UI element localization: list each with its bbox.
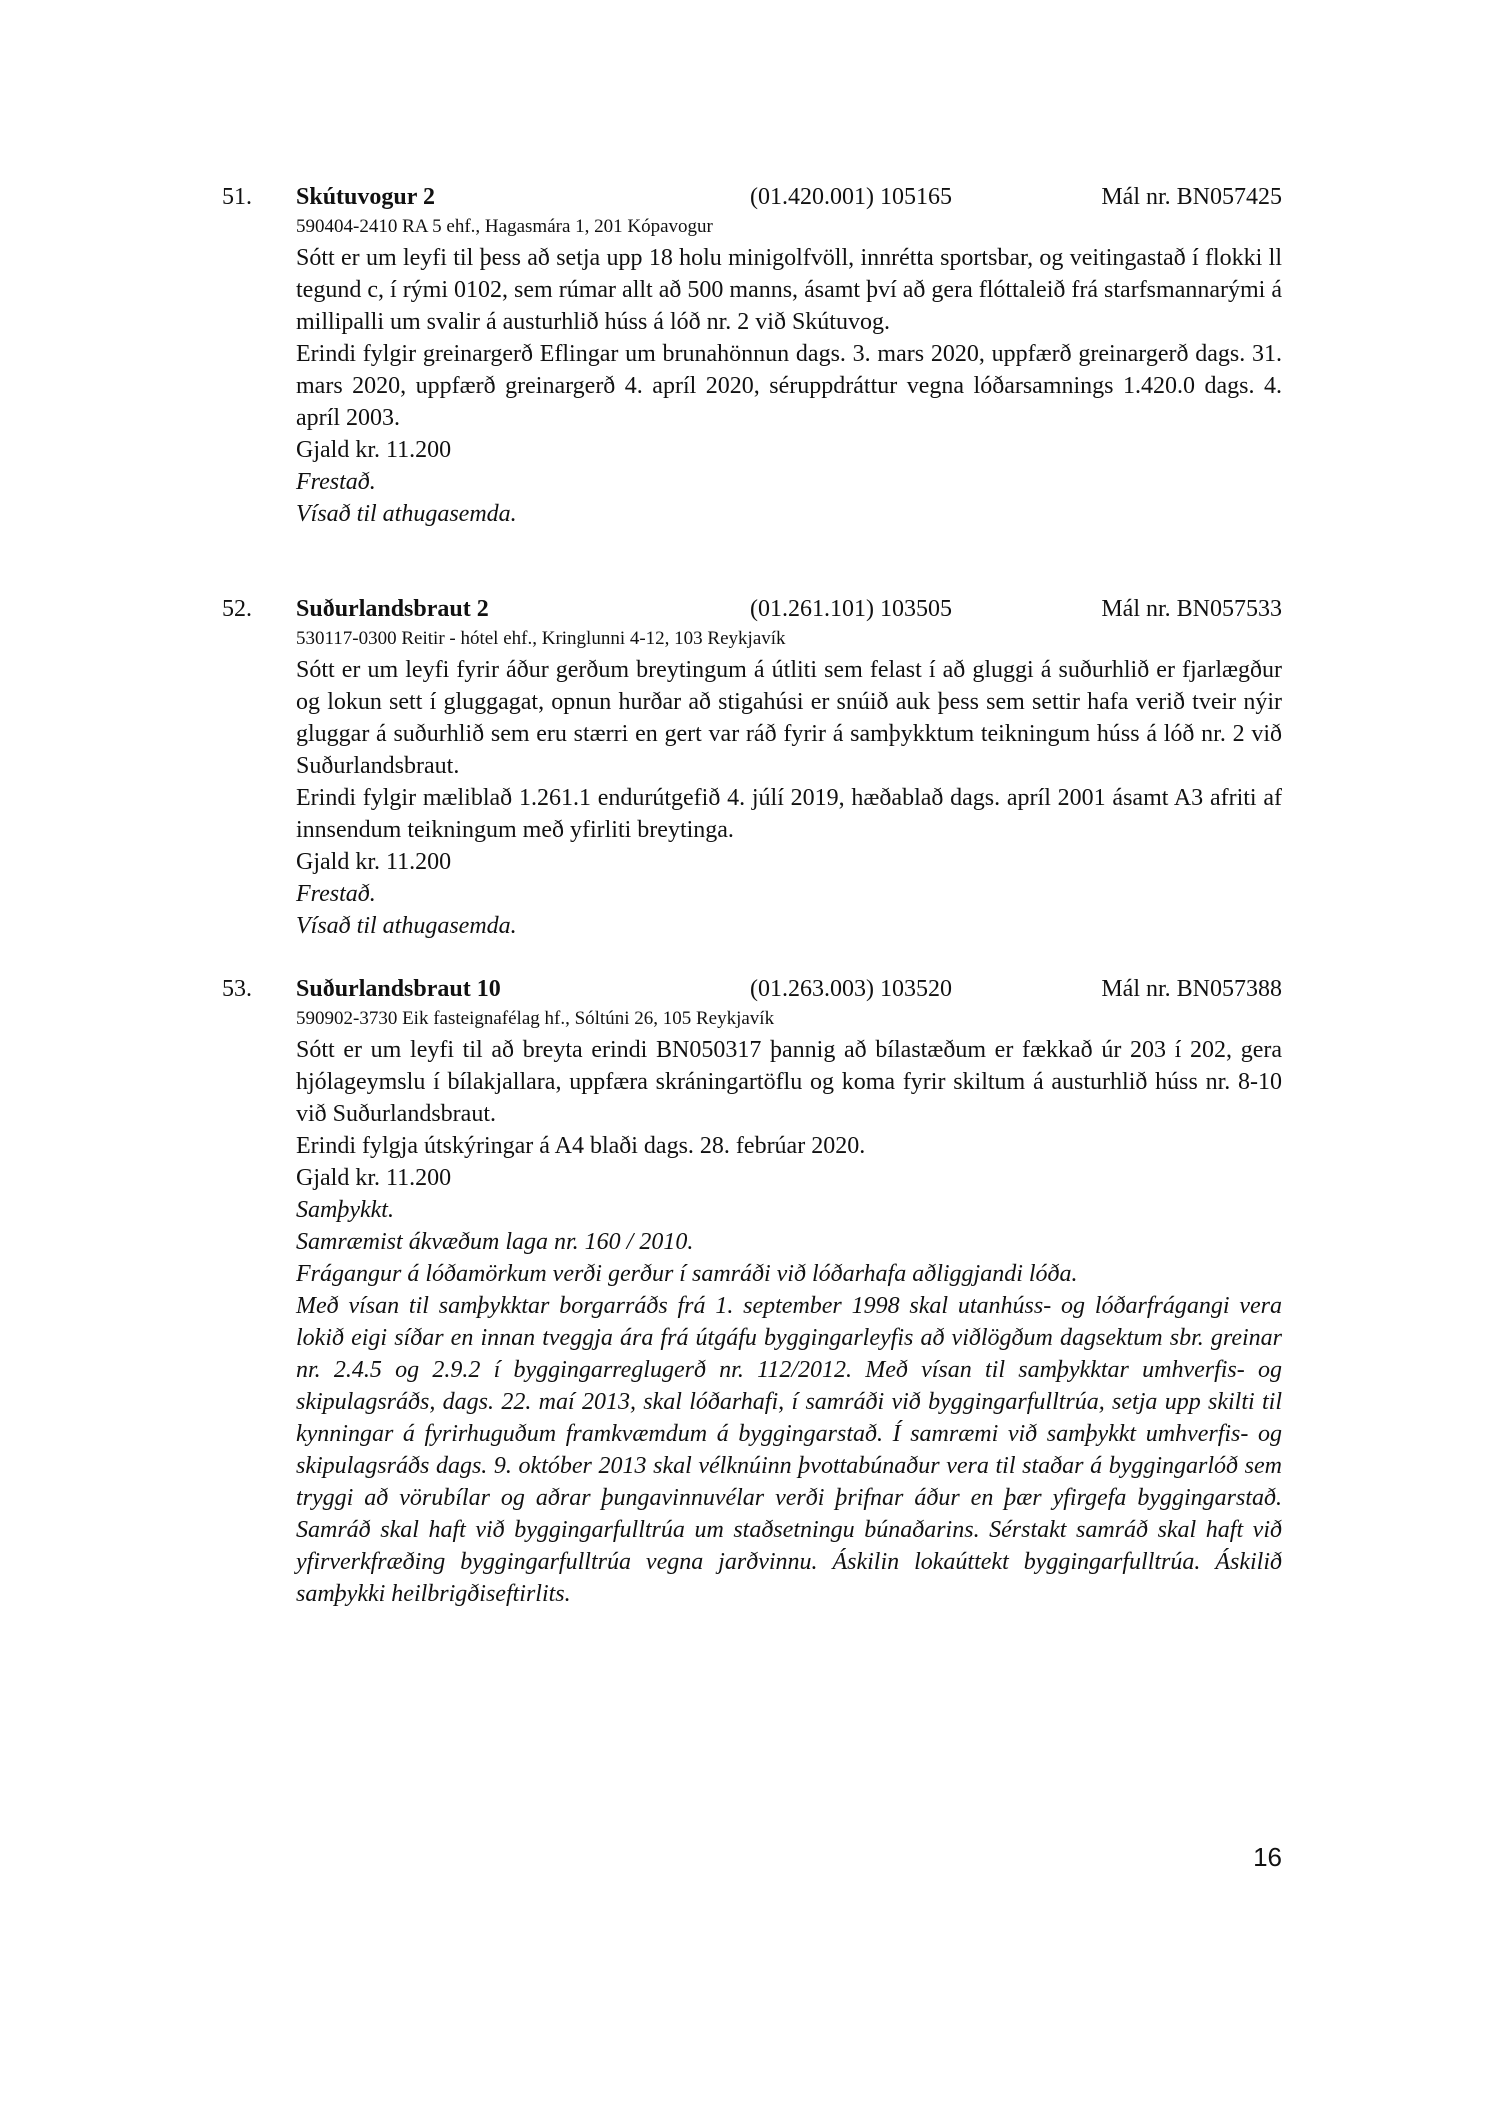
item-reference: (01.420.001) 105165: [750, 184, 952, 210]
item-header: [222, 180, 1282, 214]
item-body: [296, 214, 1282, 530]
item-paragraph: Sótt er um leyfi til þess að setja upp 18 holu minigolfvöll, innrétta sportsbar, og veitingastað í flokki ll tegund c, í rými 0102, sem rúmar allt að 500 manns, ásamt því að gera flóttaleið frá starfsmannarými á millipalli um svalir á austurhlið húss á lóð nr. 2 við Skútuvog.: [296, 245, 1282, 335]
item-paragraph: Erindi fylgir greinargerð Eflingar um brunahönnun dags. 3. mars 2020, uppfærð greinargerð dags. 31. mars 2020, uppfærð greinargerð 4. apríl 2020, séruppdráttur vegna lóðarsamnings 1.420.0 dags. 4. apríl 2003.: [296, 341, 1282, 431]
item-number: 53.: [222, 976, 252, 1002]
item-decision: Frestað.: [296, 881, 376, 907]
item-reference: (01.263.003) 103520: [750, 976, 952, 1002]
item-applicant: 590404-2410 RA 5 ehf., Hagasmára 1, 201 Kópavogur: [296, 216, 713, 237]
item-condition: Samræmist ákvæðum laga nr. 160 / 2010.: [296, 1229, 694, 1255]
item-note: Vísað til athugasemda.: [296, 501, 517, 527]
item-paragraph: Erindi fylgja útskýringar á A4 blaði dags. 28. febrúar 2020.: [296, 1133, 866, 1159]
item-case-number: Mál nr. BN057425: [1101, 184, 1282, 210]
item-title: Suðurlandsbraut 10: [296, 976, 501, 1002]
item-decision: Samþykkt.: [296, 1197, 394, 1223]
agenda-item-52: [222, 592, 1282, 942]
item-fee: Gjald kr. 11.200: [296, 437, 452, 463]
item-applicant: 530117-0300 Reitir - hótel ehf., Kringlunni 4-12, 103 Reykjavík: [296, 628, 786, 649]
item-header: [222, 592, 1282, 626]
item-body: [296, 626, 1282, 942]
item-body: [296, 1006, 1282, 1610]
item-title: Skútuvogur 2: [296, 184, 435, 210]
item-condition: Frágangur á lóðamörkum verði gerður í samráði við lóðarhafa aðliggjandi lóða.: [296, 1261, 1078, 1287]
agenda-item-53: [222, 972, 1282, 1610]
agenda-item-51: [222, 180, 1282, 530]
item-paragraph: Sótt er um leyfi fyrir áður gerðum breytingum á útliti sem felast í að gluggi á suðurhlið er fjarlægður og lokun sett í gluggagat, opnun hurðar að stigahúsi er snúið auk þess sem settir hafa verið tveir nýir gluggar á suðurhlið sem eru stærri en gert var ráð fyrir á samþykktum teikningum húss á lóð nr. 2 við Suðurlandsbraut.: [296, 657, 1282, 779]
item-case-number: Mál nr. BN057533: [1101, 596, 1282, 622]
item-case-number: Mál nr. BN057388: [1101, 976, 1282, 1002]
item-note: Vísað til athugasemda.: [296, 913, 517, 939]
item-fee: Gjald kr. 11.200: [296, 1165, 452, 1191]
item-fee: Gjald kr. 11.200: [296, 849, 452, 875]
item-applicant: 590902-3730 Eik fasteignafélag hf., Sóltúni 26, 105 Reykjavík: [296, 1008, 775, 1029]
item-header: [222, 972, 1282, 1006]
item-number: 51.: [222, 184, 252, 210]
item-reference: (01.261.101) 103505: [750, 596, 952, 622]
item-decision: Frestað.: [296, 469, 376, 495]
item-paragraph: Erindi fylgir mæliblað 1.261.1 endurútgefið 4. júlí 2019, hæðablað dags. apríl 2001 ásamt A3 afriti af innsendum teikningum með yfirliti breytinga.: [296, 785, 1282, 843]
page-number: 16: [1253, 1842, 1282, 1872]
item-number: 52.: [222, 596, 252, 622]
item-paragraph: Sótt er um leyfi til að breyta erindi BN050317 þannig að bílastæðum er fækkað úr 203 í 202, gera hjólageymslu í bílakjallara, uppfæra skráningartöflu og koma fyrir skiltum á austurhlið húss nr. 8-10 við Suðurlandsbraut.: [296, 1037, 1282, 1127]
item-title: Suðurlandsbraut 2: [296, 596, 489, 622]
item-conditions-text: Með vísan til samþykktar borgarráðs frá 1. september 1998 skal utanhúss- og lóðarfrágangi vera lokið eigi síðar en innan tveggja ára frá útgáfu byggingarleyfis að viðlögðum dagsektum sbr. greinar nr. 2.4.5 og 2.9.2 í byggingarreglugerð nr. 112/2012. Með vísan til samþykktar umhverfis- og skipulagsráðs, dags. 22. maí 2013, skal lóðarhafi, í samráði við byggingarfulltrúa, setja upp skilti til kynningar á fyrirhuguðum framkvæmdum á byggingarstað. Í samræmi við samþykkt umhverfis- og skipulagsráðs dags. 9. október 2013 skal vélknúinn þvottabúnaður vera til staðar á byggingarlóð sem tryggi að vörubílar og aðrar þungavinnuvélar verði þrifnar áður en þær yfirgefa byggingarstað. Samráð skal haft við byggingarfulltrúa um staðsetningu búnaðarins. Sérstakt samráð skal haft við yfirverkfræðing byggingarfulltrúa vegna jarðvinnu. Áskilin lokaúttekt byggingarfulltrúa. Áskilið samþykki heilbrigðiseftirlits.: [296, 1293, 1282, 1607]
